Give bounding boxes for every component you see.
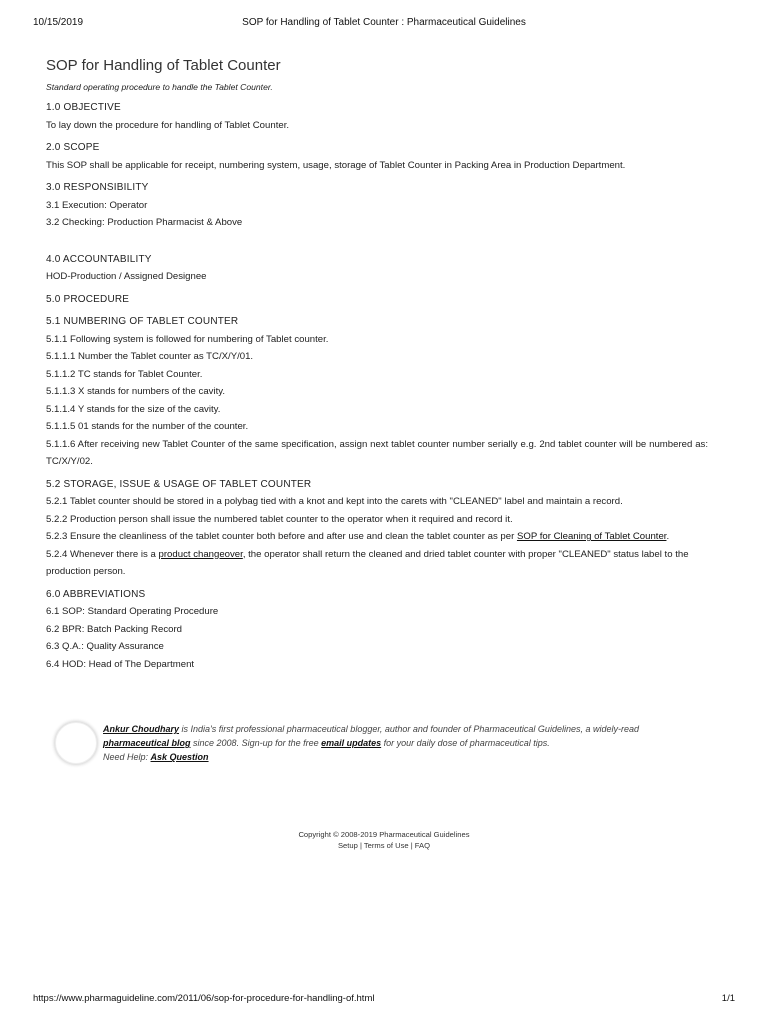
article-body [46, 57, 708, 673]
ask-question-link[interactable]: Ask Question [150, 752, 209, 762]
page-title: SOP for Handling of Tablet Counter [46, 57, 281, 74]
footer-links[interactable]: Setup | Terms of Use | FAQ [337, 841, 430, 850]
section-responsibility [46, 179, 708, 232]
list-item: 5.2.4 Whenever there is a product changeover, the operator shall return the cleaned and dried tablet counter with proper "CLEANED" status label to the production person. [46, 548, 689, 577]
section-scope [46, 139, 708, 174]
list-item: 5.2.1 Tablet counter should be stored in a polybag tied with a knot and kept into the carets with "CLEANED" label and maintain a record. [46, 496, 623, 507]
list-item: 5.1.1.2 TC stands for Tablet Counter. [46, 368, 203, 380]
avatar [55, 722, 97, 764]
section-heading: 2.0 SCOPE [46, 142, 100, 153]
list-item: 3.2 Checking: Production Pharmacist & Above [46, 217, 243, 228]
print-title: SOP for Handling of Tablet Counter : Pharmaceutical Guidelines [242, 17, 526, 28]
section-heading: 1.0 OBJECTIVE [46, 102, 121, 113]
print-header [33, 17, 735, 31]
sop-cleaning-link[interactable]: SOP for Cleaning of Tablet Counter [516, 531, 667, 542]
list-item: 5.1.1.4 Y stands for the size of the cavity. [46, 403, 221, 415]
subsection-heading: 5.2 STORAGE, ISSUE & USAGE OF TABLET COUNTER [46, 478, 312, 490]
author-link[interactable]: Ankur Choudhary [103, 724, 180, 734]
blog-link[interactable]: pharmaceutical blog [103, 738, 191, 748]
section-heading: 3.0 RESPONSIBILITY [46, 182, 149, 193]
author-bio: Ankur Choudhary is India's first professional pharmaceutical blogger, author and founder of Pharmaceutical Guidelines, a widely-read pharmaceutical blog since 2008. Sign-up for the free email updates for your daily dose of pharmaceutical tips. Need Help: Ask Question [103, 724, 639, 762]
section-objective [46, 99, 708, 134]
list-item: 5.2.3 Ensure the cleanliness of the tablet counter both before and after use and clean the tablet counter as per SOP for Cleaning of Tablet Counter. [46, 531, 670, 542]
list-item: 5.1.1.3 X stands for numbers of the cavity. [46, 386, 225, 397]
print-url: https://www.pharmaguideline.com/2011/06/sop-for-procedure-for-handling-of.html [33, 993, 375, 1004]
list-item: 3.1 Execution: Operator [46, 199, 148, 211]
list-item: 5.2.2 Production person shall issue the numbered tablet counter to the operator when it required and record it. [46, 513, 513, 525]
section-abbreviations [46, 586, 708, 674]
section-procedure [46, 291, 708, 309]
section-accountability [46, 251, 708, 286]
subsection-storage [46, 476, 708, 581]
print-date: 10/15/2019 [33, 17, 84, 28]
list-item: 6.2 BPR: Batch Packing Record [46, 623, 182, 635]
section-heading: 4.0 ACCOUNTABILITY [46, 253, 152, 265]
article-subtitle: Standard operating procedure to handle the Tablet Counter. [46, 82, 273, 92]
email-updates-link[interactable]: email updates [321, 738, 382, 748]
section-text: This SOP shall be applicable for receipt, numbering system, usage, storage of Tablet Counter in Packing Area in Production Department. [46, 159, 626, 171]
list-item: 6.4 HOD: Head of The Department [46, 658, 195, 670]
list-item: 6.3 Q.A.: Quality Assurance [46, 641, 164, 652]
subsection-heading: 5.1 NUMBERING OF TABLET COUNTER [46, 316, 239, 327]
section-heading: 5.0 PROCEDURE [46, 293, 130, 305]
page-number: 1/1 [721, 993, 735, 1004]
section-heading: 6.0 ABBREVIATIONS [46, 588, 146, 600]
copyright: Copyright © 2008-2019 Pharmaceutical Guidelines [298, 830, 470, 839]
list-item: 5.1.1 Following system is followed for numbering of Tablet counter. [46, 333, 329, 345]
section-text: To lay down the procedure for handling of Tablet Counter. [46, 119, 290, 131]
site-footer [0, 829, 768, 851]
list-item: 5.1.1.6 After receiving new Tablet Counter of the same specification, assign next tablet counter number serially e.g. 2nd tablet counter will be numbered as: TC/X/Y/02. [46, 438, 708, 467]
list-item: 6.1 SOP: Standard Operating Procedure [46, 606, 219, 617]
list-item: 5.1.1.5 01 stands for the number of the counter. [46, 421, 249, 432]
product-changeover-link[interactable]: product changeover [158, 548, 243, 560]
list-item: 5.1.1.1 Number the Tablet counter as TC/X/Y/01. [46, 351, 254, 362]
subsection-numbering [46, 313, 708, 471]
section-text: HOD-Production / Assigned Designee [46, 271, 207, 282]
author-box [55, 716, 715, 768]
